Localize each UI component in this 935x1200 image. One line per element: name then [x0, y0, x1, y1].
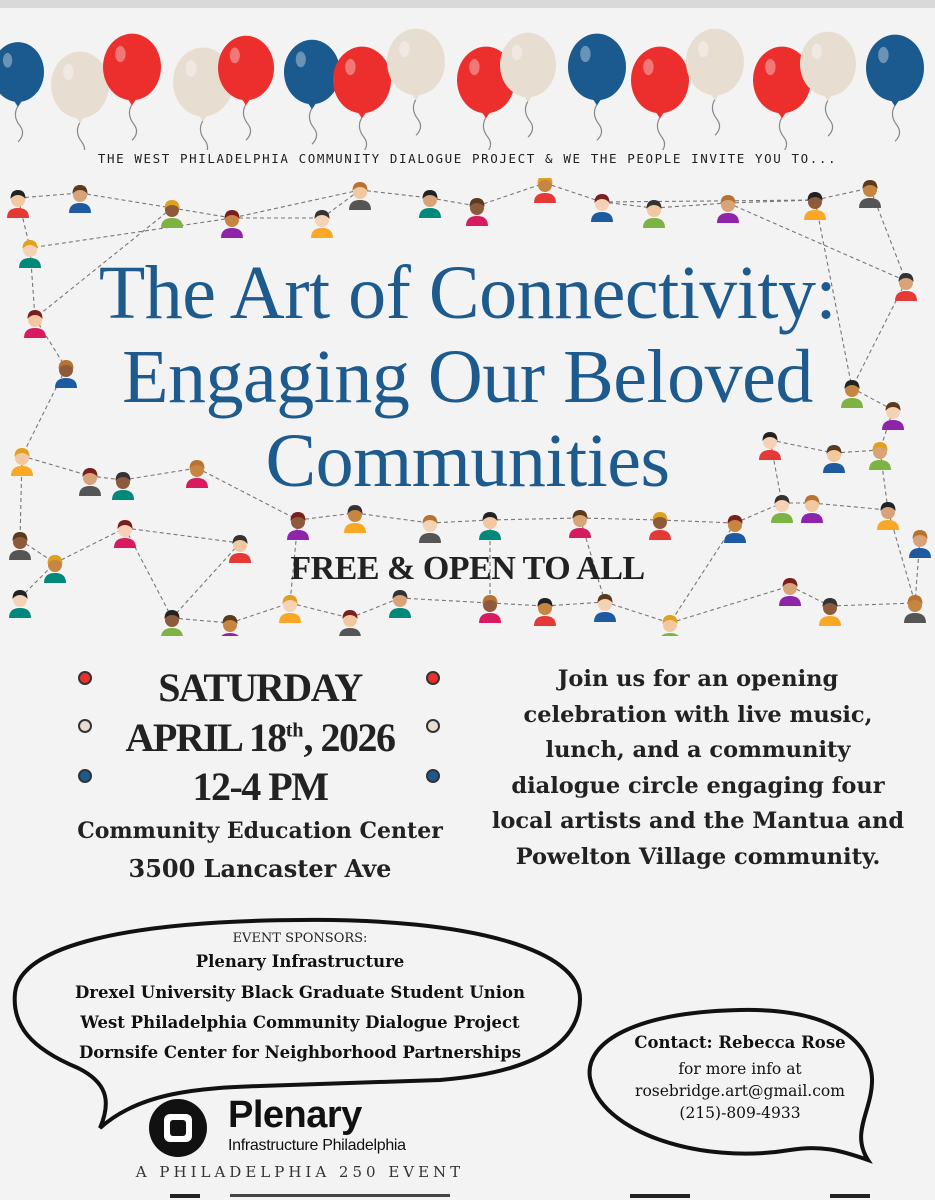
contact-name: Contact: Rebecca Rose	[634, 1033, 846, 1052]
venue-address: 3500 Lancaster Ave	[128, 854, 392, 883]
balloon-icon	[284, 40, 340, 144]
person-avatar-icon	[114, 520, 136, 548]
person-avatar-icon	[649, 512, 671, 540]
network-link	[830, 603, 915, 606]
network-link	[545, 602, 605, 606]
balloon-icon	[866, 35, 924, 142]
person-avatar-icon	[771, 495, 793, 523]
person-avatar-icon	[279, 595, 301, 623]
event-date-suffix: th	[285, 719, 304, 742]
person-avatar-icon	[344, 505, 366, 533]
event-date-month-day: APRIL 18	[125, 715, 286, 760]
venue-name: Community Education Center	[77, 818, 443, 844]
contact-phone[interactable]: (215)-809-4933	[679, 1104, 801, 1122]
invite-line: THE WEST PHILADELPHIA COMMUNITY DIALOGUE PROJECT & WE THE PEOPLE INVITE YOU TO...	[97, 151, 838, 166]
person-avatar-icon	[221, 210, 243, 238]
balloon-icon	[0, 42, 44, 142]
event-day: SATURDAY	[158, 665, 362, 710]
person-avatar-icon	[594, 594, 616, 622]
person-avatar-icon	[643, 200, 665, 228]
person-avatar-icon	[479, 512, 501, 540]
balloon-icon	[800, 32, 856, 136]
network-link	[18, 193, 80, 198]
balloon-icon	[333, 47, 391, 150]
balloon-icon	[631, 47, 689, 150]
balloon-icon	[568, 34, 626, 141]
sponsor-item: Dornsife Center for Neighborhood Partnerships	[78, 1043, 522, 1062]
balloon-icon	[500, 33, 556, 137]
network-link	[430, 520, 490, 523]
bottom-strip	[0, 1192, 935, 1200]
person-avatar-icon	[804, 192, 826, 220]
network-link	[125, 528, 240, 543]
network-link	[815, 188, 870, 200]
network-link	[290, 603, 350, 618]
plenary-logo-name: Plenary	[228, 1094, 362, 1136]
balloon-icon	[387, 29, 445, 136]
beige-dot-left	[78, 719, 92, 733]
balloon-icon	[218, 36, 274, 140]
person-avatar-icon	[904, 595, 926, 623]
blue-dot-right	[426, 769, 440, 783]
event-date	[100, 714, 420, 761]
network-link	[580, 518, 660, 520]
person-avatar-icon	[717, 195, 739, 223]
person-avatar-icon	[534, 178, 556, 203]
beige-dot-right	[426, 719, 440, 733]
philadelphia-250-tagline: A PHILADELPHIA 250 EVENT	[135, 1163, 465, 1181]
network-link	[602, 202, 654, 208]
balloon-garland	[0, 0, 935, 150]
plenary-logo-icon	[148, 1098, 208, 1158]
person-avatar-icon	[801, 495, 823, 523]
sponsor-item: Drexel University Black Graduate Student Union	[74, 983, 526, 1002]
title-line-1: The Art of Connectivity:	[98, 251, 837, 335]
balloon-icon	[686, 29, 744, 136]
event-description: Join us for an opening celebration with live music, lunch, and a community dialogue circle engaging four local artists and the Mantua and Powelton Village community.	[491, 666, 905, 870]
person-avatar-icon	[7, 190, 29, 218]
title-line-3: Communities	[265, 419, 670, 503]
person-avatar-icon	[161, 610, 183, 636]
balloon-icon	[51, 52, 109, 150]
person-avatar-icon	[466, 198, 488, 226]
network-link	[80, 193, 172, 208]
sponsor-item: Plenary Infrastructure	[195, 952, 405, 971]
network-link	[812, 503, 888, 510]
person-avatar-icon	[419, 515, 441, 543]
person-avatar-icon	[659, 615, 681, 636]
blue-dot-left	[78, 769, 92, 783]
free-open-banner: FREE & OPEN TO ALL	[290, 550, 645, 587]
sponsors-heading: EVENT SPONSORS:	[232, 931, 368, 946]
network-link	[400, 598, 490, 603]
person-avatar-icon	[389, 590, 411, 618]
network-link	[660, 520, 735, 523]
person-avatar-icon	[479, 595, 501, 623]
person-avatar-icon	[569, 510, 591, 538]
contact-email[interactable]: rosebridge.art@gmail.com	[635, 1082, 845, 1100]
sponsor-item: West Philadelphia Community Dialogue Project	[80, 1013, 520, 1032]
person-avatar-icon	[419, 190, 441, 218]
red-dot-right	[426, 671, 440, 685]
network-link	[360, 190, 430, 198]
person-avatar-icon	[877, 502, 899, 530]
event-time: 12-4 PM	[192, 764, 328, 809]
network-link	[490, 518, 580, 520]
network-link	[172, 618, 230, 623]
network-link	[355, 513, 430, 523]
person-avatar-icon	[591, 194, 613, 222]
network-link	[670, 586, 790, 623]
person-avatar-icon	[534, 598, 556, 626]
red-dot-left	[78, 671, 92, 685]
person-avatar-icon	[219, 615, 241, 636]
person-avatar-icon	[311, 210, 333, 238]
network-link	[490, 603, 545, 606]
network-link	[172, 208, 232, 218]
person-avatar-icon	[69, 185, 91, 213]
contact-more-info: for more info at	[678, 1060, 802, 1078]
person-avatar-icon	[339, 610, 361, 636]
plenary-logo-subtitle: Infrastructure Philadelphia	[228, 1137, 406, 1154]
person-avatar-icon	[859, 180, 881, 208]
title-line-2: Engaging Our Beloved	[122, 335, 813, 419]
event-date-year: , 2026	[303, 715, 395, 760]
network-link	[298, 513, 355, 520]
person-avatar-icon	[9, 590, 31, 618]
balloon-icon	[103, 34, 161, 141]
network-link	[30, 218, 232, 248]
network-link	[602, 200, 815, 202]
network-link	[654, 203, 728, 208]
